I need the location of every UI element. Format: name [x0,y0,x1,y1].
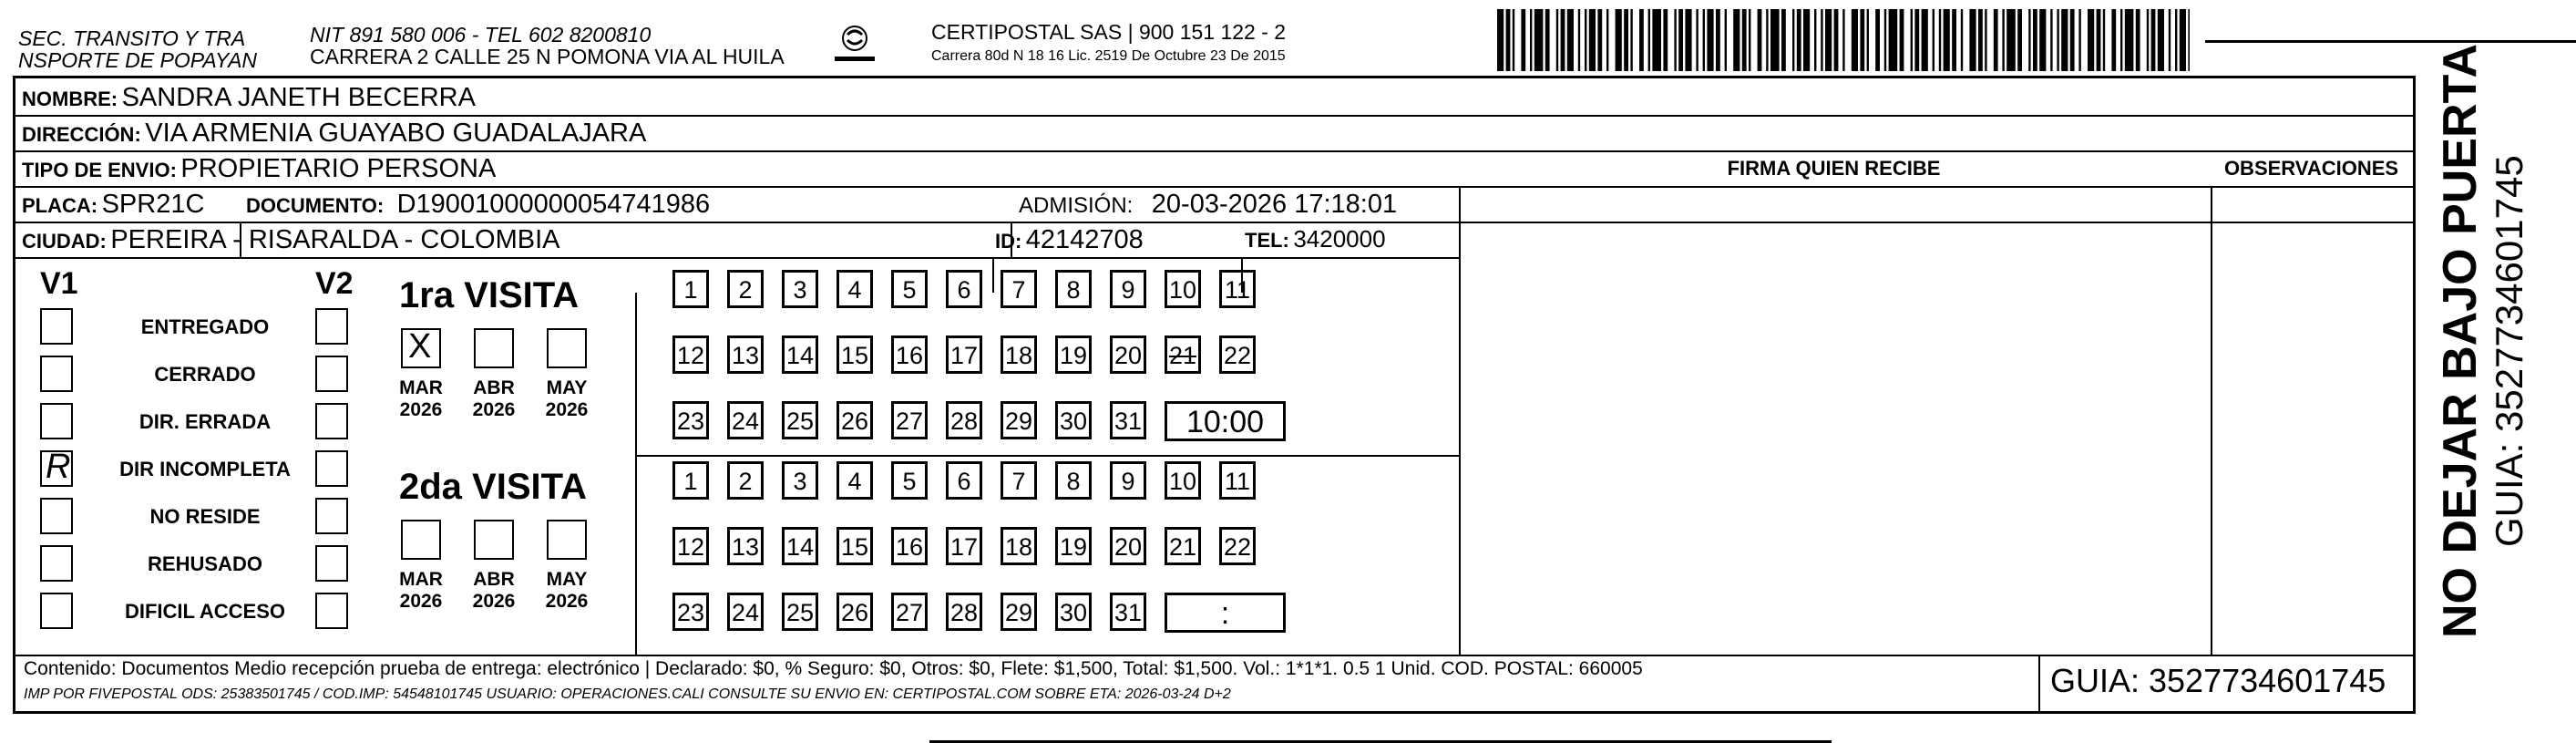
imp-line: IMP POR FIVEPOSTAL ODS: 25383501745 / COD.IMP: 54548101745 USUARIO: OPERACIONES.CALI CONSULTE SU ENVIO EN: CERTIPOSTAL.COM SOBRE ETA: 2026-03-24 D+2 [24,686,1231,702]
recipient-tel: 3420000 [1293,225,1386,253]
visit2-day-22[interactable]: 22 [1219,527,1256,565]
visit2-day-2[interactable]: 2 [727,461,764,500]
check-mark: X [408,327,432,366]
visit2-month-checkbox[interactable] [474,520,514,560]
v1-label: V1 [40,266,78,301]
visit2-title: 2da VISITA [399,467,587,507]
ship-type-row: TIPO DE ENVIO: PROPIETARIO PERSONA [22,154,497,183]
visit2-day-25[interactable]: 25 [782,593,818,631]
v2-checkbox[interactable] [315,498,348,534]
check-mark: R [46,448,71,486]
visit1-day-6[interactable]: 6 [946,270,982,308]
carrier-logo-icon [831,22,878,69]
visit1-day-30[interactable]: 30 [1055,401,1092,439]
visit2-year-label: 2026 [545,591,589,612]
status-label: DIR INCOMPLETA [119,458,291,480]
visit1-time-field[interactable]: 10:00 [1165,401,1286,441]
visit2-day-30[interactable]: 30 [1055,593,1092,631]
status-label: ENTREGADO [140,315,270,338]
visit2-day-4[interactable]: 4 [836,461,873,500]
visit1-day-10[interactable]: 10 [1165,270,1201,308]
visit1-day-14[interactable]: 14 [782,335,818,374]
visit1-day-17[interactable]: 17 [946,335,982,374]
visit2-day-9[interactable]: 9 [1110,461,1146,500]
visit1-day-7[interactable]: 7 [1001,270,1037,308]
visit1-day-29[interactable]: 29 [1001,401,1037,439]
content-line: Contenido: Documentos Medio recepción prueba de entrega: electrónico | Declarado: $0, % Seguro: $0, Otros: $0, Flete: $1,500, Total: $1,500. Vol.: 1*1*1. 0.5 1 Unid. COD. POSTAL: 660005 [24,658,1643,679]
v2-checkbox[interactable] [315,593,348,629]
visit2-month-label: MAY [546,569,588,590]
visit1-day-5[interactable]: 5 [891,270,928,308]
visit1-day-22[interactable]: 22 [1219,335,1256,374]
visit2-day-3[interactable]: 3 [782,461,818,500]
visit2-day-11[interactable]: 11 [1219,461,1256,500]
v1-checkbox[interactable] [40,545,73,582]
visit2-day-15[interactable]: 15 [836,527,873,565]
visit1-year-label: 2026 [472,399,516,420]
side-guia: GUIA: 3527734601745 [2488,155,2530,547]
document-number: D19001000000054741986 [396,190,711,219]
visit2-day-18[interactable]: 18 [1001,527,1037,565]
v1-checkbox[interactable] [40,593,73,629]
visit1-day-12[interactable]: 12 [672,335,709,374]
visit2-day-1[interactable]: 1 [672,461,709,500]
visit2-day-7[interactable]: 7 [1001,461,1037,500]
v1-checkbox[interactable] [40,403,73,439]
visit2-day-28[interactable]: 28 [946,593,982,631]
v2-checkbox[interactable] [315,403,348,439]
visit2-month-checkbox[interactable] [547,520,587,560]
visit2-day-27[interactable]: 27 [891,593,928,631]
city-row: CIUDAD: PEREIRA - RISARALDA - COLOMBIA [22,225,560,254]
visit1-day-4[interactable]: 4 [836,270,873,308]
recipient-name: SANDRA JANETH BECERRA [121,83,476,112]
visit1-day-19[interactable]: 19 [1055,335,1092,374]
visit2-day-5[interactable]: 5 [891,461,928,500]
visit2-day-8[interactable]: 8 [1055,461,1092,500]
visit1-day-25[interactable]: 25 [782,401,818,439]
visit1-day-13[interactable]: 13 [727,335,764,374]
v2-checkbox[interactable] [315,545,348,582]
visit1-day-28[interactable]: 28 [946,401,982,439]
v2-label: V2 [315,266,354,301]
visit2-year-label: 2026 [472,591,516,612]
plate-row: PLACA: SPR21C [22,190,205,219]
visit1-day-27[interactable]: 27 [891,401,928,439]
visit1-day-15[interactable]: 15 [836,335,873,374]
visit2-day-13[interactable]: 13 [727,527,764,565]
v1-checkbox[interactable] [40,450,73,487]
v1-checkbox[interactable] [40,498,73,534]
visit1-month-label: ABR [473,377,515,398]
plate: SPR21C [101,190,205,219]
visit2-month-label: ABR [473,569,515,590]
visit2-day-29[interactable]: 29 [1001,593,1037,631]
status-label: NO RESIDE [149,505,261,528]
admission-date: 20-03-2026 17:18:01 [1151,190,1398,219]
v2-checkbox[interactable] [315,308,348,345]
v2-checkbox[interactable] [315,450,348,487]
visit2-day-16[interactable]: 16 [891,527,928,565]
side-warning: NO DEJAR BAJO PUERTA [2434,43,2487,638]
visit1-day-24[interactable]: 24 [727,401,764,439]
recipient-name-row: NOMBRE: SANDRA JANETH BECERRA [22,83,476,112]
barcode [1497,9,2190,71]
visit2-month-checkbox[interactable] [401,520,441,560]
visit1-day-23[interactable]: 23 [672,401,709,439]
carrier-info: CERTIPOSTAL SAS | 900 151 122 - 2 Carrera 80d N 18 16 Lic. 2519 De Octubre 23 De 2015 [931,20,1287,64]
visit2-day-19[interactable]: 19 [1055,527,1092,565]
visit1-day-9[interactable]: 9 [1110,270,1146,308]
visit2-day-26[interactable]: 26 [836,593,873,631]
top-rule [2205,40,2576,43]
visit1-month-checkbox[interactable] [547,328,587,368]
visit1-month-checkbox[interactable] [474,328,514,368]
document-row: DOCUMENTO: D19001000000054741986 [246,190,711,219]
admission-row: ADMISIÓN: 20-03-2026 17:18:01 [1019,190,1398,219]
status-label: CERRADO [154,363,256,386]
v1-checkbox[interactable] [40,308,73,345]
status-label: DIFICIL ACCESO [124,600,285,623]
observations-header: OBSERVACIONES [2223,157,2399,180]
visit1-year-label: 2026 [399,399,443,420]
tel-row: TEL: 3420000 [1245,225,1386,253]
sender-name: SEC. TRANSITO Y TRA NSPORTE DE POPAYAN [18,26,258,72]
visit2-day-12[interactable]: 12 [672,527,709,565]
visit1-day-2[interactable]: 2 [727,270,764,308]
visit1-year-label: 2026 [545,399,589,420]
visit2-year-label: 2026 [399,591,443,612]
visit2-day-20[interactable]: 20 [1110,527,1146,565]
visit1-day-18[interactable]: 18 [1001,335,1037,374]
visit1-day-16[interactable]: 16 [891,335,928,374]
visit1-day-3[interactable]: 3 [782,270,818,308]
visit1-day-21[interactable]: 21 [1165,335,1201,374]
visit1-day-8[interactable]: 8 [1055,270,1092,308]
visit1-title: 1ra VISITA [399,275,580,315]
visit1-day-11[interactable]: 11 [1219,270,1256,308]
visit2-day-17[interactable]: 17 [946,527,982,565]
recipient-address-row: DIRECCIÓN: VIA ARMENIA GUAYABO GUADALAJARA [22,119,647,148]
v2-checkbox[interactable] [315,356,348,392]
sender-info: NIT 891 580 006 - TEL 602 8200810 CARRERA 2 CALLE 25 N POMONA VIA AL HUILA [310,23,785,68]
id-row: ID: 42142708 [995,225,1144,254]
visit1-day-31[interactable]: 31 [1110,401,1146,439]
ship-type: PROPIETARIO PERSONA [180,154,497,183]
visit2-day-23[interactable]: 23 [672,593,709,631]
visit2-day-14[interactable]: 14 [782,527,818,565]
visit2-day-10[interactable]: 10 [1165,461,1201,500]
visit1-month-label: MAR [399,377,443,398]
visit1-day-26[interactable]: 26 [836,401,873,439]
v1-checkbox[interactable] [40,356,73,392]
sign-header: FIRMA QUIEN RECIBE [1727,157,1941,180]
city: PEREIRA - RISARALDA - COLOMBIA [110,225,560,254]
visit2-day-6[interactable]: 6 [946,461,982,500]
visit1-day-20[interactable]: 20 [1110,335,1146,374]
visit2-day-31[interactable]: 31 [1110,593,1146,631]
status-label: DIR. ERRADA [139,410,272,433]
visit1-month-label: MAY [546,377,588,398]
visit1-day-1[interactable]: 1 [672,270,709,308]
visit2-day-24[interactable]: 24 [727,593,764,631]
status-label: REHUSADO [148,552,262,575]
visit2-time-field[interactable]: : [1165,593,1286,633]
recipient-id: 42142708 [1025,225,1144,254]
visit2-day-21[interactable]: 21 [1165,527,1201,565]
visit1-month-checkbox[interactable] [401,328,441,368]
visit2-month-label: MAR [399,569,443,590]
recipient-address: VIA ARMENIA GUAYABO GUADALAJARA [145,119,647,148]
footer-guia: GUIA: 3527734601745 [2050,662,2386,699]
